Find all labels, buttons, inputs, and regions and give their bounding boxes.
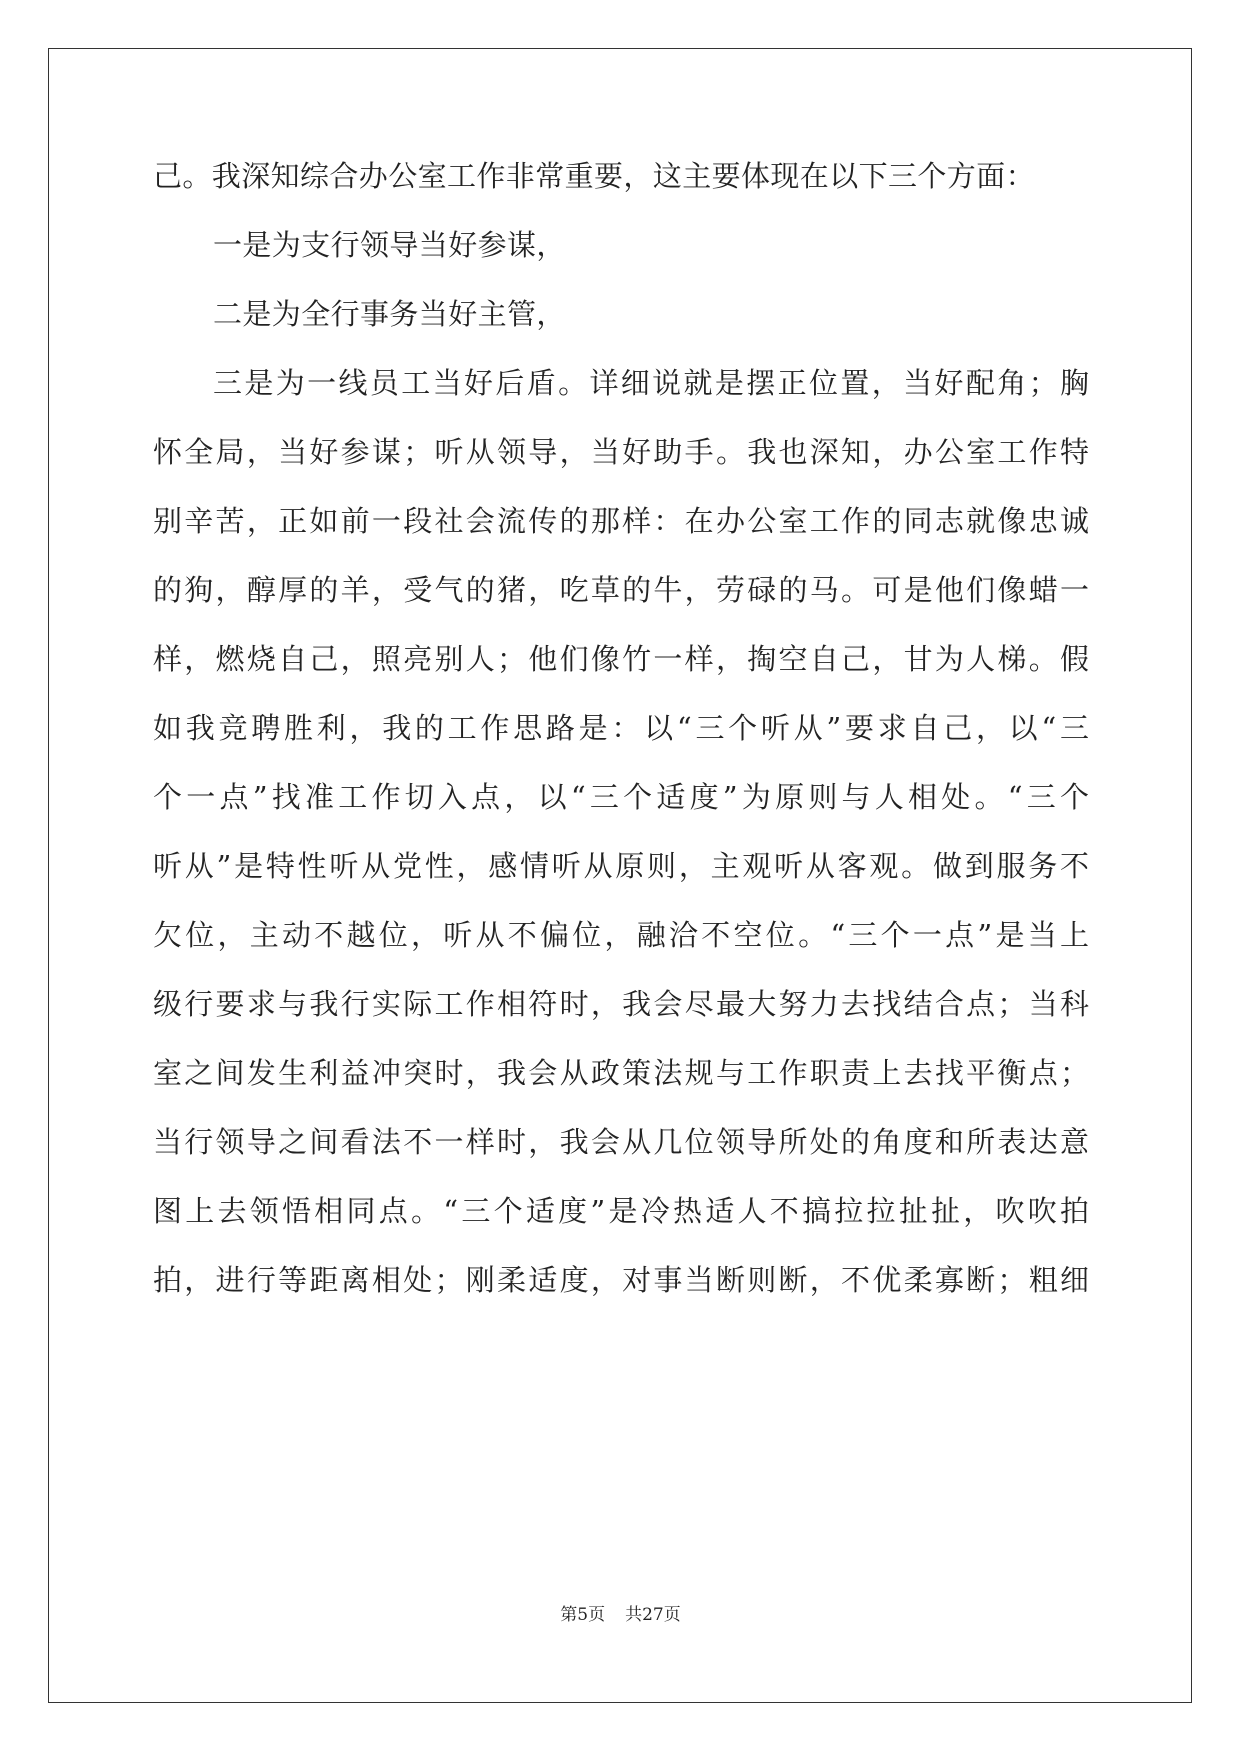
page-total: 共27页 [625, 1605, 681, 1625]
paragraph-line: 一是为支行领导当好参谋， [213, 228, 566, 262]
paragraph-line: 己。我深知综合办公室工作非常重要，这主要体现在以下三个方面： [153, 159, 1036, 193]
paragraph-line: 拍，进行等距离相处；刚柔适度，对事当断则断，不优柔寡断；粗细 [153, 1263, 1089, 1297]
page-number: 第5页 [560, 1605, 606, 1625]
paragraph-line: 欠位，主动不越位，听从不偏位，融洽不空位。“三个一点”是当上 [153, 918, 1089, 952]
paragraph-line: 样，燃烧自己，照亮别人；他们像竹一样，掏空自己，甘为人梯。假 [153, 642, 1089, 676]
paragraph-line: 听从”是特性听从党性，感情听从原则，主观听从客观。做到服务不 [153, 849, 1089, 883]
page-footer [0, 1604, 1241, 1626]
paragraph-line: 三是为一线员工当好后盾。详细说就是摆正位置，当好配角；胸 [213, 366, 1089, 400]
paragraph-line: 二是为全行事务当好主管， [213, 297, 566, 331]
paragraph-line: 室之间发生利益冲突时，我会从政策法规与工作职责上去找平衡点； [153, 1056, 1089, 1090]
paragraph-line: 怀全局，当好参谋；听从领导，当好助手。我也深知，办公室工作特 [153, 435, 1089, 469]
paragraph-line: 的狗，醇厚的羊，受气的猪，吃草的牛，劳碌的马。可是他们像蜡一 [153, 573, 1089, 607]
paragraph-line: 如我竞聘胜利，我的工作思路是：以“三个听从”要求自己，以“三 [153, 711, 1089, 745]
paragraph-line: 个一点”找准工作切入点，以“三个适度”为原则与人相处。“三个 [153, 780, 1089, 814]
paragraph-line: 级行要求与我行实际工作相符时，我会尽最大努力去找结合点；当科 [153, 987, 1089, 1021]
paragraph-line: 别辛苦，正如前一段社会流传的那样：在办公室工作的同志就像忠诚 [153, 504, 1089, 538]
paragraph-line: 当行领导之间看法不一样时，我会从几位领导所处的角度和所表达意 [153, 1125, 1089, 1159]
paragraph-line: 图上去领悟相同点。“三个适度”是冷热适人不搞拉拉扯扯，吹吹拍 [153, 1194, 1089, 1228]
